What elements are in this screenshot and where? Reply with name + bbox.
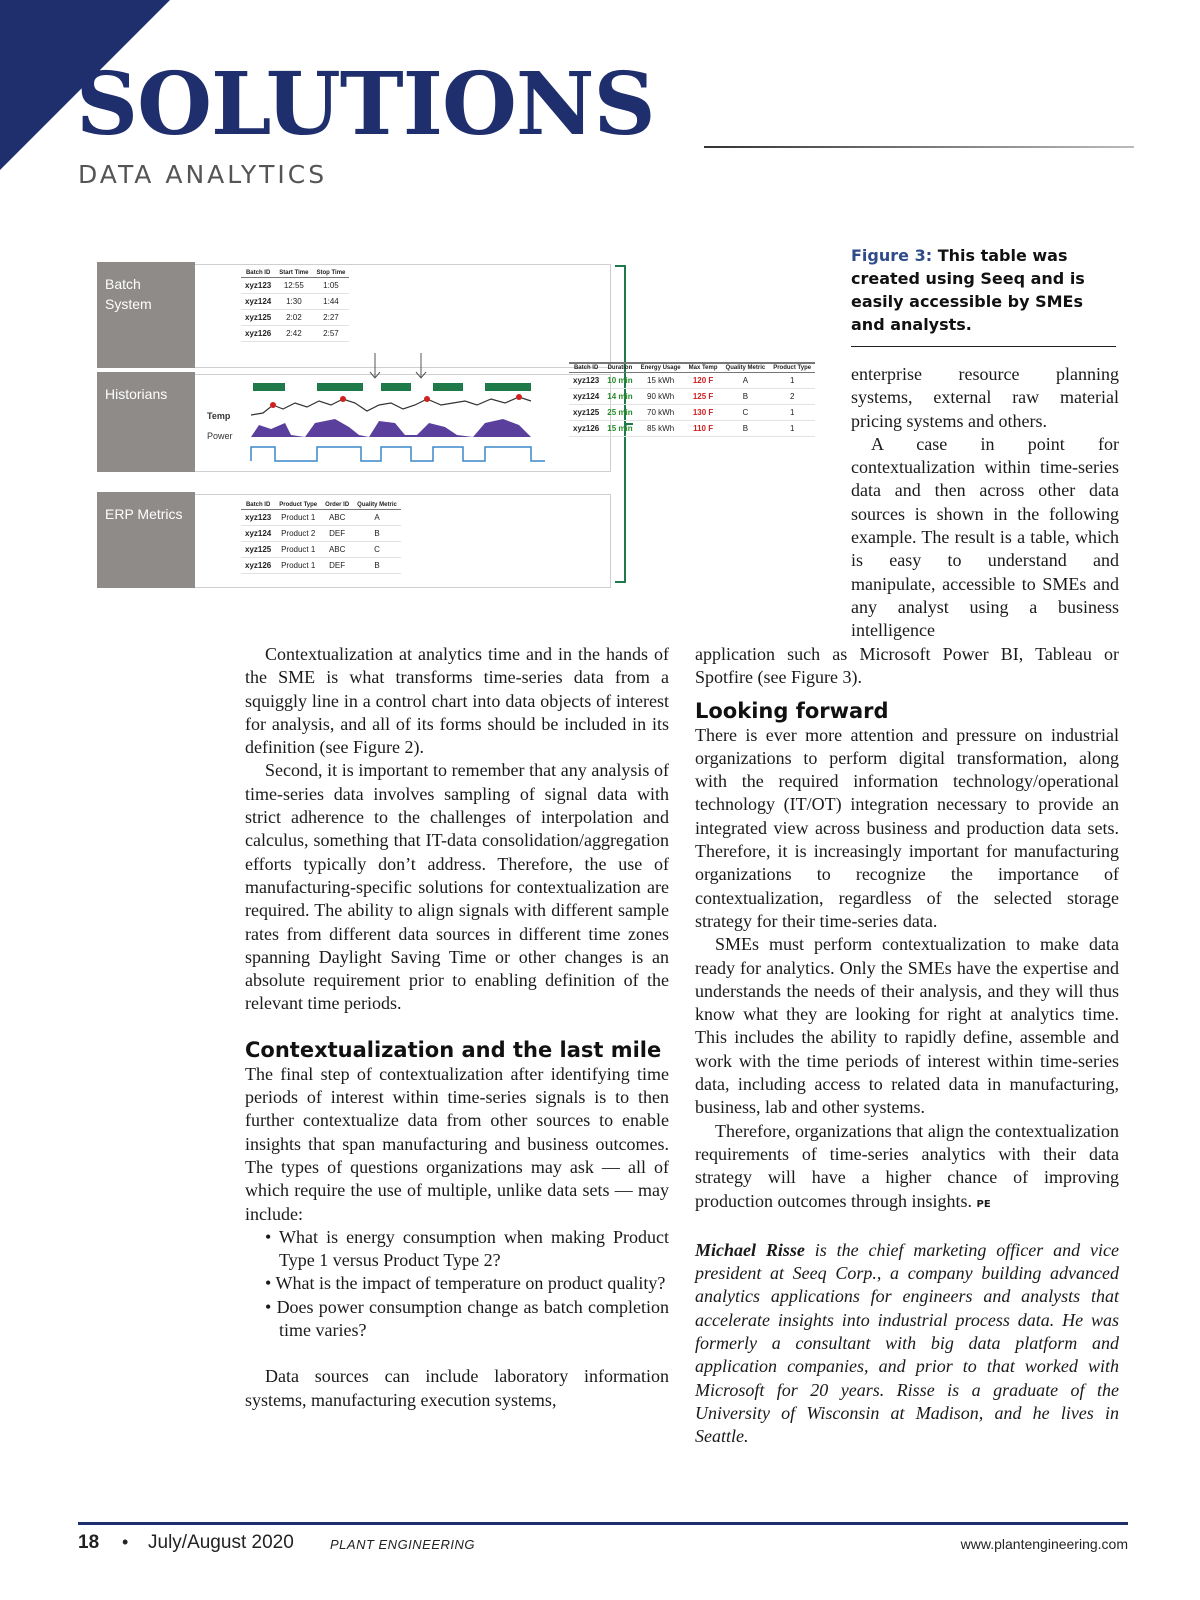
paragraph: Second, it is important to remember that any analysis of time-series data involves sampling of signal data with strict adherence to the challenges of interpolation and calculus, something that IT-data consolidation/aggregation efforts typically don’t address. Therefore, the use of manufacturing-specific solutions for contextualization are required. The ability to align signals with different sample rates from different data sources in different time zones spanning Daylight Saving Time or other changes is an absolute requirement prior to enabling definition of the relevant time periods. bbox=[245, 760, 669, 1014]
table-row bbox=[241, 526, 401, 542]
cell: xyz125 bbox=[569, 405, 603, 421]
cell: B bbox=[722, 389, 770, 405]
table-row bbox=[569, 405, 815, 421]
right-column bbox=[695, 643, 1119, 1449]
cell: Product 1 bbox=[275, 510, 321, 526]
table-row bbox=[241, 310, 349, 326]
cell: 15 min bbox=[603, 421, 636, 437]
cell: B bbox=[353, 558, 401, 574]
cell: 125 F bbox=[685, 389, 722, 405]
issue-date: July/August 2020 bbox=[148, 1532, 294, 1553]
max-temp-marker bbox=[270, 402, 276, 408]
paragraph bbox=[695, 1120, 1119, 1216]
table-row bbox=[569, 373, 815, 389]
cell: 1 bbox=[769, 421, 815, 437]
cell: 130 F bbox=[685, 405, 722, 421]
erp-col-header: Batch ID bbox=[241, 501, 275, 510]
caption-label: Figure 3: bbox=[851, 246, 933, 265]
cell: xyz126 bbox=[241, 326, 275, 342]
cell: xyz126 bbox=[241, 558, 275, 574]
erp-col-header: Product Type bbox=[275, 501, 321, 510]
max-temp-marker bbox=[516, 394, 522, 400]
cell: xyz125 bbox=[241, 310, 275, 326]
cell: 2:42 bbox=[275, 326, 312, 342]
cell: 1:30 bbox=[275, 294, 312, 310]
list-item: • What is the impact of temperature on product quality? bbox=[245, 1272, 669, 1295]
section-title: SOLUTIONS bbox=[76, 54, 655, 155]
batch-capsule bbox=[253, 383, 285, 391]
right-top-text bbox=[851, 363, 1119, 643]
cell: B bbox=[353, 526, 401, 542]
cell: 14 min bbox=[603, 389, 636, 405]
cell: 12:55 bbox=[275, 278, 312, 294]
cell: A bbox=[353, 510, 401, 526]
caption-text: This table was created using Seeq and is easily accessible by SMEs and analysts. bbox=[851, 246, 1085, 334]
table-row bbox=[569, 389, 815, 405]
historian-panel bbox=[195, 374, 611, 472]
erp-col-header: Order ID bbox=[321, 501, 353, 510]
publication-name: PLANT ENGINEERING bbox=[330, 1537, 476, 1552]
cell: 2:27 bbox=[312, 310, 349, 326]
max-temp-marker bbox=[340, 396, 346, 402]
batch-table bbox=[241, 269, 349, 342]
table-row bbox=[241, 558, 401, 574]
table-row bbox=[241, 278, 349, 294]
heading-last-mile: Contextualization and the last mile bbox=[245, 1037, 662, 1062]
table-row bbox=[241, 326, 349, 342]
erp-col-header: Quality Metric bbox=[353, 501, 401, 510]
cell: 120 F bbox=[685, 373, 722, 389]
batch-capsule bbox=[433, 383, 463, 391]
cell: xyz123 bbox=[241, 510, 275, 526]
table-row bbox=[241, 510, 401, 526]
paragraph: SMEs must perform contextualization to make data ready for analytics. Only the SMEs have the expertise and understands the needs of their analysis, and they will thus know what they are looking for right at analytics time. This includes the ability to rapidly define, assemble and work with the time periods of interest within time-series data, including access to related data in manufacturing, business, lab and other systems. bbox=[695, 934, 1119, 1118]
caption-rule bbox=[851, 346, 1116, 347]
cell: DEF bbox=[321, 526, 353, 542]
cell: 25 min bbox=[603, 405, 636, 421]
batch-col-header: Batch ID bbox=[241, 269, 275, 278]
temp-label: Temp bbox=[207, 411, 231, 421]
label-erp-metrics: ERP Metrics bbox=[97, 492, 195, 588]
max-temp-marker bbox=[424, 396, 430, 402]
heading-looking-forward: Looking forward bbox=[695, 698, 889, 723]
paragraph: Contextualization at analytics time and in the hands of the SME is what transforms time-series data from a squiggly line in a control chart into data objects of interest for analysis, and all of its forms should be included in its definition (see Figure 2). bbox=[245, 644, 669, 758]
footer-url: www.plantengineering.com bbox=[960, 1536, 1128, 1552]
pe-end-mark: PE bbox=[976, 1198, 991, 1210]
cell: 2:02 bbox=[275, 310, 312, 326]
alignment-arrows bbox=[365, 353, 445, 383]
erp-table bbox=[241, 501, 401, 574]
footer-rule bbox=[78, 1522, 1128, 1525]
cell: xyz126 bbox=[569, 421, 603, 437]
cell: xyz125 bbox=[241, 542, 275, 558]
cell: B bbox=[722, 421, 770, 437]
figure-caption bbox=[851, 244, 1121, 336]
label-batch-system: Batch System bbox=[97, 262, 195, 368]
power-area bbox=[251, 419, 531, 437]
cell: C bbox=[353, 542, 401, 558]
cell: Product 1 bbox=[275, 558, 321, 574]
batch-col-header: Stop Time bbox=[312, 269, 349, 278]
cell: xyz124 bbox=[569, 389, 603, 405]
erp-panel bbox=[195, 494, 611, 588]
paragraph: A case in point for contextualization within time-series data and then across other data sources is shown in the following example. The result is a table, which is easy to understand and manipulate, accessible to SMEs and any analyst using a business intelligence bbox=[851, 433, 1119, 641]
table-row bbox=[241, 542, 401, 558]
result-col-header: Quality Metric bbox=[722, 363, 770, 373]
cell: 110 F bbox=[685, 421, 722, 437]
cell: xyz123 bbox=[569, 373, 603, 389]
result-col-header: Max Temp bbox=[685, 363, 722, 373]
cell: 1 bbox=[769, 373, 815, 389]
step-signal bbox=[251, 447, 545, 461]
cell: ABC bbox=[321, 542, 353, 558]
footer-bullet: • bbox=[122, 1532, 129, 1552]
result-col-header: Energy Usage bbox=[637, 363, 685, 373]
cell: C bbox=[722, 405, 770, 421]
batch-capsule bbox=[317, 383, 363, 391]
result-col-header: Product Type bbox=[769, 363, 815, 373]
header-rule bbox=[704, 146, 1134, 148]
cell: xyz124 bbox=[241, 294, 275, 310]
cell: Product 1 bbox=[275, 542, 321, 558]
cell: 70 kWh bbox=[637, 405, 685, 421]
result-table bbox=[569, 362, 815, 437]
author-bio-text: is the chief marketing officer and vice president at Seeq Corp., a company building advanced analytics applications for engineers and analysts that accelerate insights into industrial process data. He was formerly a consultant with big data platform and application companies, and prior to that worked with Microsoft for 20 years. Risse is a graduate of the University of Wisconsin at Madison, and he lives in Seattle. bbox=[695, 1239, 1119, 1447]
cell: Product 2 bbox=[275, 526, 321, 542]
table-row bbox=[569, 421, 815, 437]
power-label: Power bbox=[207, 431, 233, 441]
temp-signal bbox=[251, 397, 531, 415]
section-subtitle: DATA ANALYTICS bbox=[78, 160, 328, 189]
label-historians: Historians bbox=[97, 372, 195, 472]
cell: 1:05 bbox=[312, 278, 349, 294]
list-item: • Does power consumption change as batch completion time varies? bbox=[245, 1296, 669, 1343]
paragraph: Data sources can include laboratory information systems, manufacturing execution systems, bbox=[245, 1366, 669, 1410]
cell: 1 bbox=[769, 405, 815, 421]
page-number: 18 bbox=[78, 1532, 100, 1553]
cell: xyz124 bbox=[241, 526, 275, 542]
author-name: Michael Risse bbox=[695, 1239, 805, 1260]
table-row bbox=[241, 294, 349, 310]
question-list bbox=[245, 1226, 669, 1342]
figure-3 bbox=[97, 262, 827, 602]
cell: 15 kWh bbox=[637, 373, 685, 389]
paragraph: There is ever more attention and pressure on industrial organizations to perform digital transformation, along with the required information technology/operational technology (IT/OT) integration necessary to provide an integrated view across business and production data sets. Therefore, it is increasingly important for manufacturing organizations to recognize the importance of contextualization, regardless of the selected storage strategy for their time-series data. bbox=[695, 724, 1119, 931]
cell: ABC bbox=[321, 510, 353, 526]
closing-text: Therefore, organizations that align the contextualization requirements of time-series analytics with their data strategy will have a higher chance of improving production outcomes through insights. bbox=[695, 1120, 1119, 1211]
cell: 1:44 bbox=[312, 294, 349, 310]
cell: DEF bbox=[321, 558, 353, 574]
cell: 85 kWh bbox=[637, 421, 685, 437]
cell: 90 kWh bbox=[637, 389, 685, 405]
cell: 10 min bbox=[603, 373, 636, 389]
cell: A bbox=[722, 373, 770, 389]
result-col-header: Duration bbox=[603, 363, 636, 373]
author-bio bbox=[695, 1239, 1119, 1449]
left-column bbox=[245, 643, 669, 1412]
batch-col-header: Start Time bbox=[275, 269, 312, 278]
historian-signals-chart bbox=[245, 375, 605, 471]
result-col-header: Batch ID bbox=[569, 363, 603, 373]
cell: xyz123 bbox=[241, 278, 275, 294]
paragraph: application such as Microsoft Power BI, Tableau or Spotfire (see Figure 3). bbox=[695, 644, 1119, 688]
paragraph: The final step of contextualization after identifying time periods of interest within time-series signals is to then further contextualize data from other sources to enable insights that span manufacturing and business outcomes. The types of questions organizations may ask — all of which require the use of multiple, unlike data sets — may include: bbox=[245, 1063, 669, 1224]
batch-capsule bbox=[381, 383, 411, 391]
batch-capsule bbox=[485, 383, 531, 391]
list-item: • What is energy consumption when making Product Type 1 versus Product Type 2? bbox=[245, 1226, 669, 1273]
cell: 2:57 bbox=[312, 326, 349, 342]
cell: 2 bbox=[769, 389, 815, 405]
paragraph: enterprise resource planning systems, external raw material pricing systems and others. bbox=[851, 364, 1119, 431]
